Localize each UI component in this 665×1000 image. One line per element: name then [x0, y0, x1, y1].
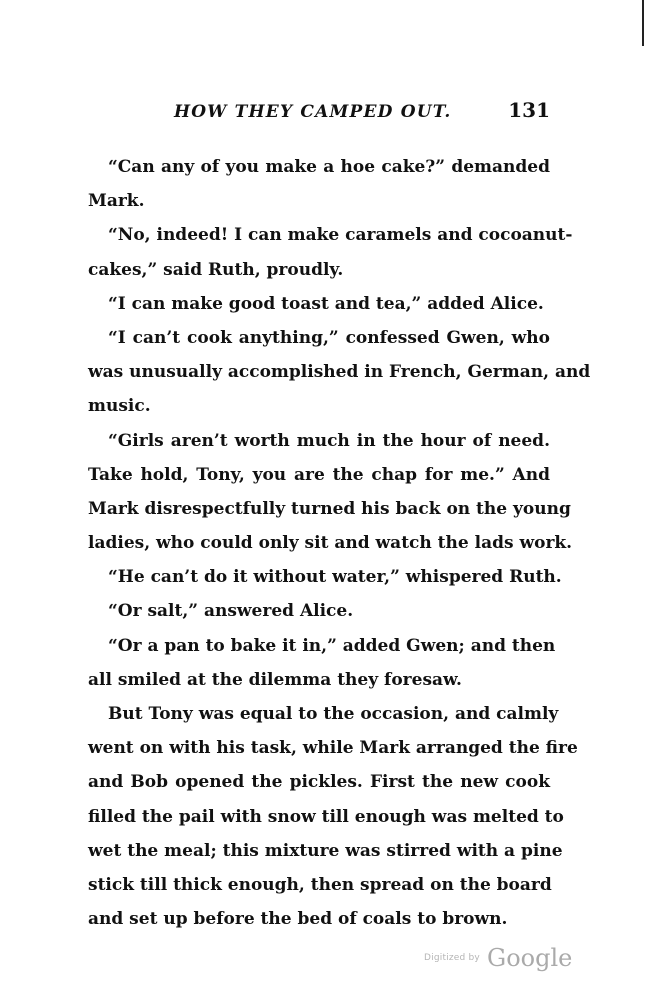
running-head — [110, 98, 550, 132]
watermark-prefix: Digitized by — [424, 953, 480, 963]
text-line: “No, indeed! I can make caramels and cocoanut- — [108, 225, 573, 246]
text-line: “Or salt,” answered Alice. — [108, 601, 354, 622]
text-line: all smiled at the dilemma they foresaw. — [88, 669, 462, 690]
text-line: and Bob opened the pickles. First the new cook — [88, 772, 550, 793]
text-line: filled the pail with snow till enough was melted to — [88, 806, 564, 827]
text-line: “I can make good toast and tea,” added Alice. — [108, 293, 544, 314]
text-line: ladies, who could only sit and watch the lads work. — [88, 533, 573, 554]
text-line: wet the meal; this mixture was stirred with a pine — [88, 840, 563, 861]
text-line: “Can any of you make a hoe cake?” demanded — [108, 157, 550, 177]
digitized-watermark — [424, 944, 572, 972]
text-line: and set up before the bed of coals to brown. — [88, 909, 508, 930]
text-line: was unusually accomplished in French, German, and — [88, 362, 591, 383]
page-number: 131 — [508, 98, 550, 122]
text-line: “Girls aren’t worth much in the hour of need. — [108, 430, 550, 451]
text-line: “Or a pan to bake it in,” added Gwen; and then — [108, 635, 556, 656]
text-line: cakes,” said Ruth, proudly. — [88, 259, 344, 280]
text-line: music. — [88, 396, 151, 417]
text-line: “I can’t cook anything,” confessed Gwen, who — [108, 327, 550, 348]
body-text — [88, 150, 591, 936]
text-line: went on with his task, while Mark arranged the fire — [88, 738, 578, 759]
text-line: But Tony was equal to the occasion, and calmly — [108, 704, 559, 724]
text-line: Mark disrespectfully turned his back on the young — [88, 498, 571, 519]
text-line: Take hold, Tony, you are the chap for me.” And — [88, 464, 550, 485]
text-line: “He can’t do it without water,” whispered Ruth. — [108, 567, 562, 588]
running-title: HOW THEY CAMPED OUT. — [174, 102, 452, 122]
text-line: Mark. — [88, 191, 145, 212]
watermark-brand: Google — [487, 944, 573, 972]
binding-edge — [642, 0, 644, 46]
text-line: stick till thick enough, then spread on the board — [88, 874, 552, 895]
